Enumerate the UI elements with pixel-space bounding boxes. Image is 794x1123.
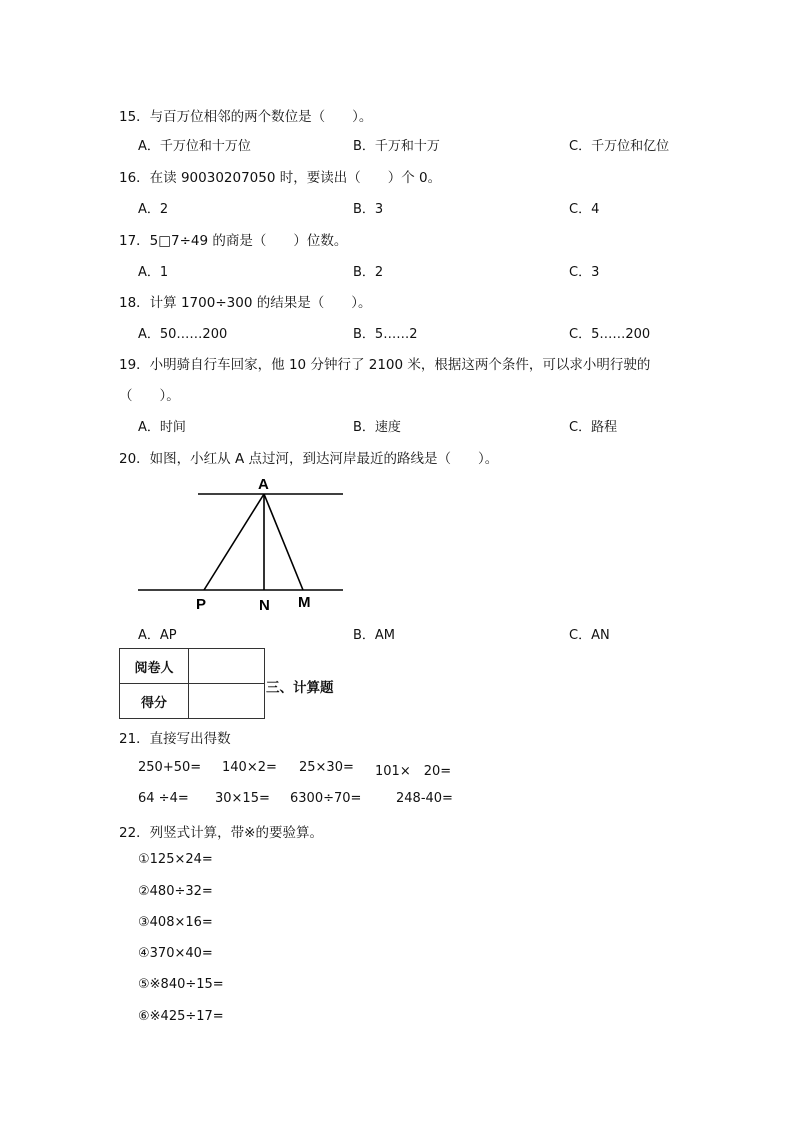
q19-option-a: A．时间	[138, 420, 186, 435]
q20-option-b: B．AM	[353, 628, 396, 643]
q22-item-1: ①125×24=	[138, 852, 213, 867]
q22-item-6: ⑥※425÷17=	[138, 1009, 224, 1024]
segment-am	[264, 494, 303, 590]
q18-option-b: B．5……2	[353, 327, 418, 342]
q15-option-b: B．千万和十万	[353, 139, 440, 154]
question-22: 22．列竖式计算，带※的要验算。	[119, 825, 323, 841]
river-crossing-figure	[130, 472, 355, 617]
q21-r1-c2: 140×2=	[222, 760, 277, 775]
q20-option-a: A．AP	[138, 628, 177, 643]
point-m-label: M	[298, 594, 311, 611]
question-19-cont: （ ）。	[119, 388, 180, 404]
q22-item-4: ④370×40=	[138, 946, 213, 961]
q20-option-c: C．AN	[569, 628, 610, 643]
q21-r1-c3: 25×30=	[299, 760, 354, 775]
q19-option-c: C．路程	[569, 420, 618, 435]
q17-option-b: B．2	[353, 265, 384, 280]
question-15: 15．与百万位相邻的两个数位是（ ）。	[119, 109, 373, 125]
point-a-label: A	[258, 476, 269, 493]
reviewer-field[interactable]	[189, 649, 265, 684]
q18-option-a: A．50……200	[138, 327, 228, 342]
q22-item-5: ⑤※840÷15=	[138, 977, 224, 992]
q15-option-a: A．千万位和十万位	[138, 139, 251, 154]
q16-option-c: C．4	[569, 202, 600, 217]
q19-option-b: B．速度	[353, 420, 401, 435]
q16-option-b: B．3	[353, 202, 384, 217]
score-table	[119, 648, 265, 719]
section-title-calculation: 三、计算题	[266, 680, 334, 696]
score-label: 得分	[120, 684, 189, 719]
q22-item-3: ③408×16=	[138, 915, 213, 930]
segment-ap	[204, 494, 264, 590]
q18-option-c: C．5……200	[569, 327, 651, 342]
q21-r1-c1: 250+50=	[138, 760, 202, 775]
q16-option-a: A．2	[138, 202, 169, 217]
point-n-label: N	[259, 597, 270, 614]
reviewer-label: 阅卷人	[120, 649, 189, 684]
q17-option-c: C．3	[569, 265, 600, 280]
q21-r2-c4: 248-40=	[396, 791, 453, 806]
question-18: 18．计算 1700÷300 的结果是（ ）。	[119, 295, 372, 311]
q15-option-c: C．千万位和亿位	[569, 139, 670, 154]
point-p-label: P	[196, 596, 207, 613]
q21-r2-c1: 64 ÷4=	[138, 791, 189, 806]
q21-r2-c2: 30×15=	[215, 791, 270, 806]
question-17: 17．5□7÷49 的商是（ ）位数。	[119, 233, 348, 249]
question-16: 16．在读 90030207050 时，要读出（ ）个 0。	[119, 170, 442, 186]
q21-r2-c3: 6300÷70=	[290, 791, 362, 806]
question-19: 19．小明骑自行车回家，他 10 分钟行了 2100 米，根据这两个条件，可以求小明行驶的	[119, 357, 651, 373]
q17-option-a: A．1	[138, 265, 169, 280]
question-21: 21．直接写出得数	[119, 731, 231, 747]
q21-r1-c4: 101× 20=	[375, 764, 452, 779]
score-field[interactable]	[189, 684, 265, 719]
q22-item-2: ②480÷32=	[138, 884, 213, 899]
question-20: 20．如图，小红从 A 点过河，到达河岸最近的路线是（ ）。	[119, 451, 499, 467]
